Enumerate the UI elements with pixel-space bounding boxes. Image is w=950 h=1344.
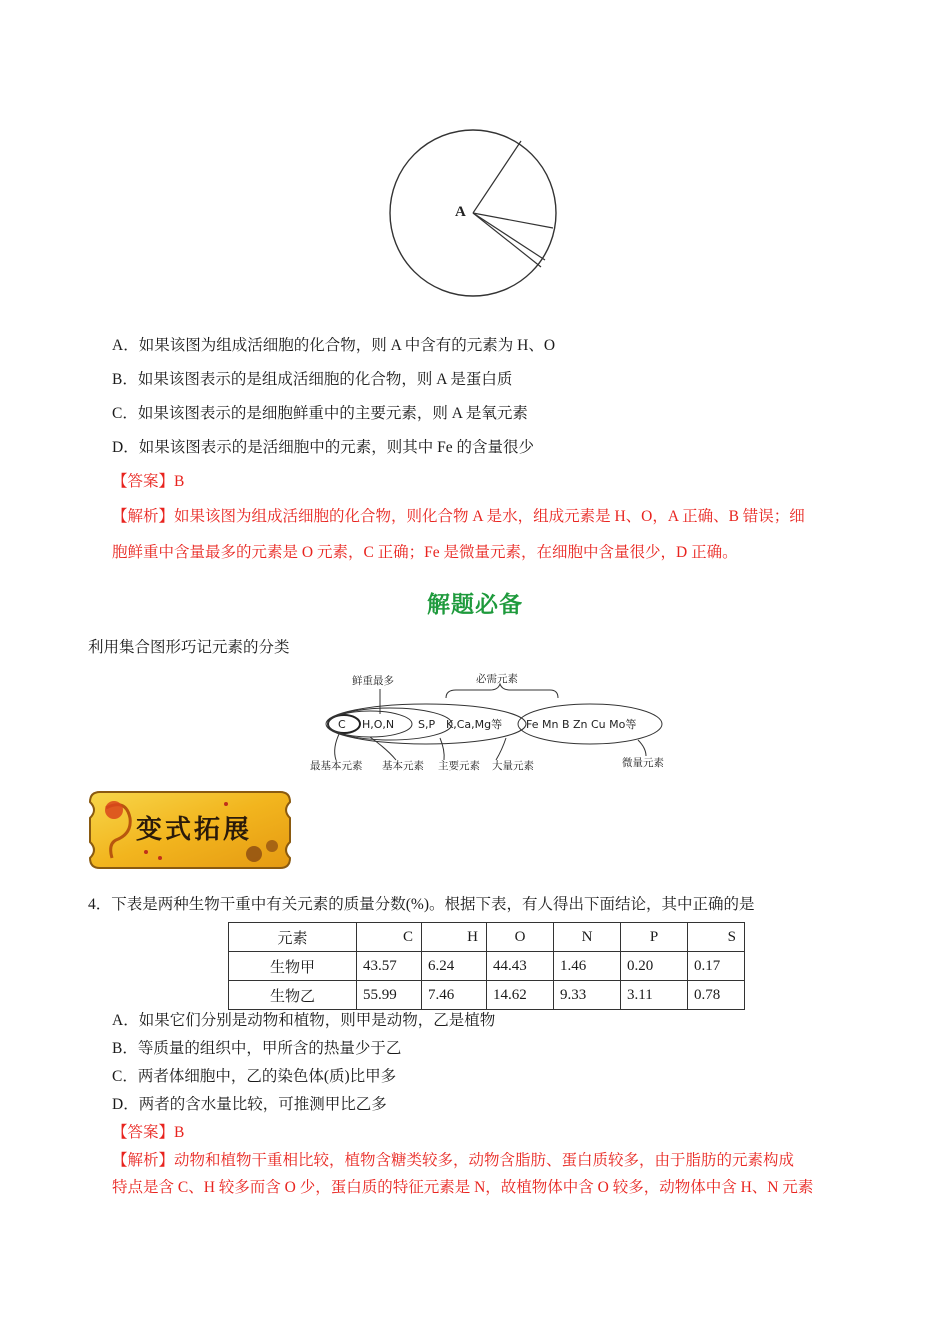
group-hon: H,O,N	[362, 718, 395, 731]
sector-line-4	[473, 213, 541, 267]
table-row	[229, 981, 745, 1010]
q3-answer: 【答案】B	[112, 473, 185, 490]
label-essential: 必需元素	[476, 673, 518, 685]
group-sp: S,P	[418, 718, 436, 731]
section-title: 解题必备	[427, 592, 523, 618]
label-fresh-most: 鲜重最多	[352, 675, 394, 687]
table-header-cell: P	[621, 923, 688, 952]
q3-option-d: D．如果该图表示的是活细胞中的元素，则其中 Fe 的含量很少	[112, 439, 534, 456]
table-cell: 0.20	[621, 952, 688, 981]
label-macro: 大量元素	[492, 760, 534, 772]
pointer-trace	[638, 740, 646, 756]
table-header-cell: N	[554, 923, 621, 952]
table-header-cell: S	[688, 923, 745, 952]
q4-analysis-line2: 特点是含 C、H 较多而含 O 少，蛋白质的特征元素是 N，故植物体中含 O 较多，动物体中含 H、N 元素	[112, 1179, 814, 1196]
banner-dot	[224, 802, 228, 806]
circle-figure	[385, 128, 565, 306]
pointer-macro	[496, 738, 506, 760]
table-cell: 9.33	[554, 981, 621, 1010]
table-header-cell: 元素	[229, 923, 357, 952]
banner-text: 变式拓展	[136, 815, 253, 845]
q4-option-c: C．两者体细胞中，乙的染色体(质)比甲多	[112, 1068, 397, 1085]
element-mass-table	[228, 922, 745, 1010]
banner-flower-icon	[105, 801, 123, 819]
pointer-most-basic	[335, 732, 340, 760]
sector-line-1	[473, 141, 521, 213]
variant-banner	[86, 788, 294, 872]
q3-option-a: A．如果该图为组成活细胞的化合物，则 A 中含有的元素为 H、O	[112, 337, 556, 354]
banner-flower-icon-3	[266, 840, 278, 852]
table-cell: 55.99	[357, 981, 422, 1010]
table-header-cell: O	[487, 923, 554, 952]
table-cell: 43.57	[357, 952, 422, 981]
circle-center-label: A	[455, 204, 466, 220]
table-cell: 7.46	[422, 981, 487, 1010]
q4-analysis-line1: 【解析】动物和植物干重相比较，植物含糖类较多，动物含脂肪、蛋白质较多，由于脂肪的元素构成	[112, 1152, 795, 1169]
table-cell: 6.24	[422, 952, 487, 981]
table-cell: 0.78	[688, 981, 745, 1010]
table-cell: 生物乙	[229, 981, 357, 1010]
table-cell: 14.62	[487, 981, 554, 1010]
banner-dot	[144, 850, 148, 854]
table-header-row	[229, 923, 745, 952]
group-trace: Fe Mn B Zn Cu Mo等	[526, 718, 637, 731]
q3-option-b: B．如果该图表示的是组成活细胞的化合物，则 A 是蛋白质	[112, 371, 513, 388]
table-cell: 44.43	[487, 952, 554, 981]
table-cell: 生物甲	[229, 952, 357, 981]
banner-flower-icon-2	[246, 846, 262, 862]
group-kcamg: K,Ca,Mg等	[446, 718, 503, 731]
q4-option-b: B．等质量的组织中，甲所含的热量少于乙	[112, 1040, 402, 1057]
tip-text: 利用集合图形巧记元素的分类	[88, 639, 290, 656]
pointer-main	[440, 738, 444, 760]
q3-option-c: C．如果该图表示的是细胞鲜重中的主要元素，则 A 是氧元素	[112, 405, 528, 422]
label-trace: 微量元素	[622, 757, 664, 769]
table-cell: 1.46	[554, 952, 621, 981]
q4-option-a: A．如果它们分别是动物和植物，则甲是动物，乙是植物	[112, 1012, 496, 1029]
banner-dot	[158, 856, 162, 860]
q4-option-d: D．两者的含水量比较，可推测甲比乙多	[112, 1096, 387, 1113]
table-row	[229, 952, 745, 981]
q4-stem: 4．下表是两种生物干重中有关元素的质量分数(%)。根据下表，有人得出下面结论，其中正确的是	[88, 896, 755, 913]
table-cell: 3.11	[621, 981, 688, 1010]
table-header-cell: C	[357, 923, 422, 952]
table-header-cell: H	[422, 923, 487, 952]
q3-analysis-line2: 胞鲜重中含量最多的元素是 O 元素，C 正确；Fe 是微量元素，在细胞中含量很少，D 正确。	[112, 544, 738, 561]
label-main: 主要元素	[438, 760, 480, 772]
group-c: C	[338, 718, 346, 731]
q3-analysis-line1: 【解析】如果该图为组成活细胞的化合物，则化合物 A 是水，组成元素是 H、O，A 正确、B 错误；细	[112, 508, 805, 525]
label-basic: 基本元素	[382, 760, 424, 772]
q4-answer: 【答案】B	[112, 1124, 185, 1141]
element-set-diagram	[300, 668, 700, 778]
table-cell: 0.17	[688, 952, 745, 981]
label-most-basic: 最基本元素	[310, 760, 363, 772]
essential-brace	[446, 684, 558, 698]
